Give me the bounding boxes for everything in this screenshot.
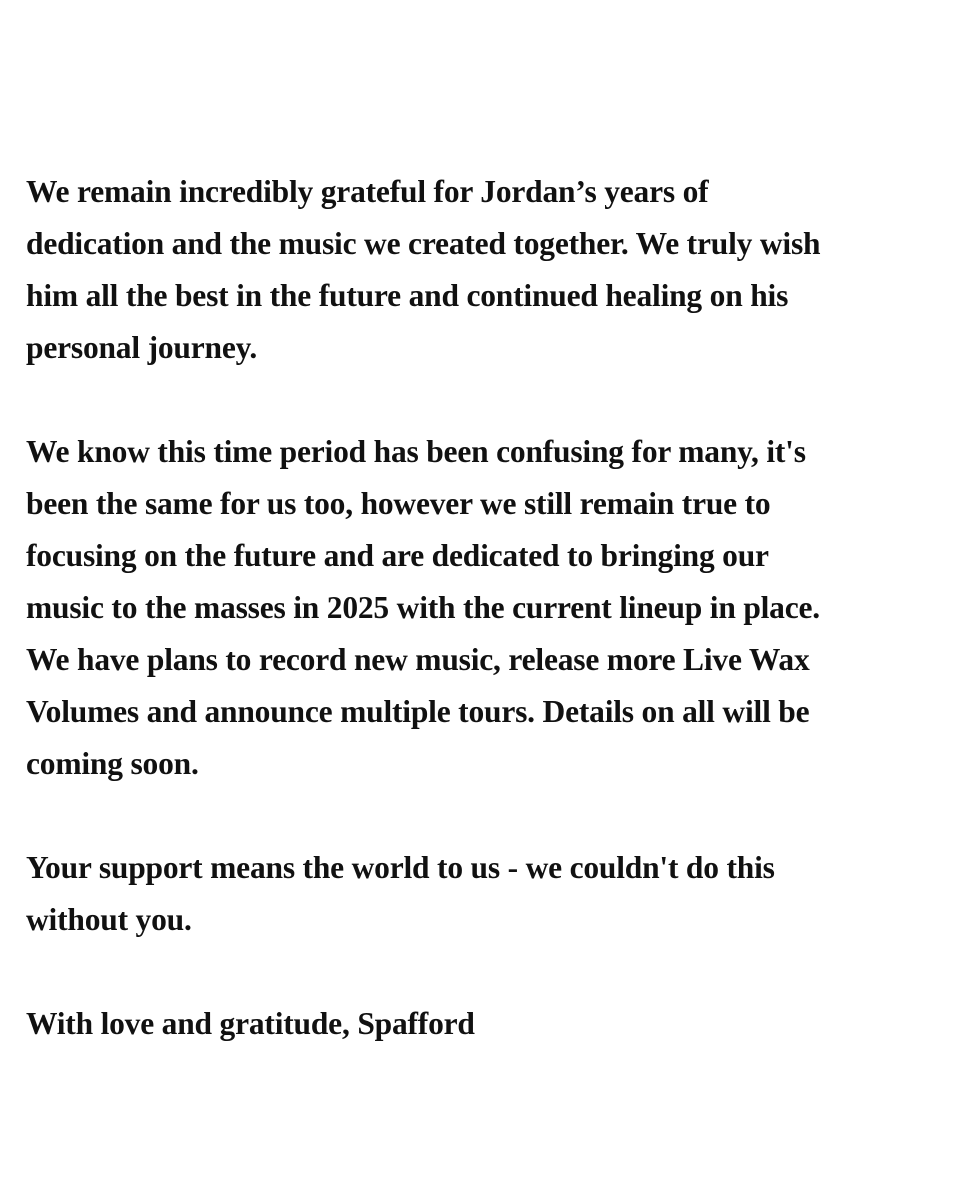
signature-line: With love and gratitude, Spafford: [26, 1006, 475, 1041]
paragraph-gratitude: We remain incredibly grateful for Jordan’s years of dedication and the music we created together. We truly wish him all the best in the future and continued healing on his personal journey.: [26, 174, 821, 365]
statement-body: [26, 166, 936, 1050]
paragraph-support: Your support means the world to us - we couldn't do this without you.: [26, 850, 775, 937]
paragraph-future-plans: We know this time period has been confusing for many, it's been the same for us too, however we still remain true to focusing on the future and are dedicated to bringing our music to the masses in 2025 with the current lineup in place. We have plans to record new music, release more Live Wax Volumes and announce multiple tours. Details on all will be coming soon.: [26, 434, 820, 781]
